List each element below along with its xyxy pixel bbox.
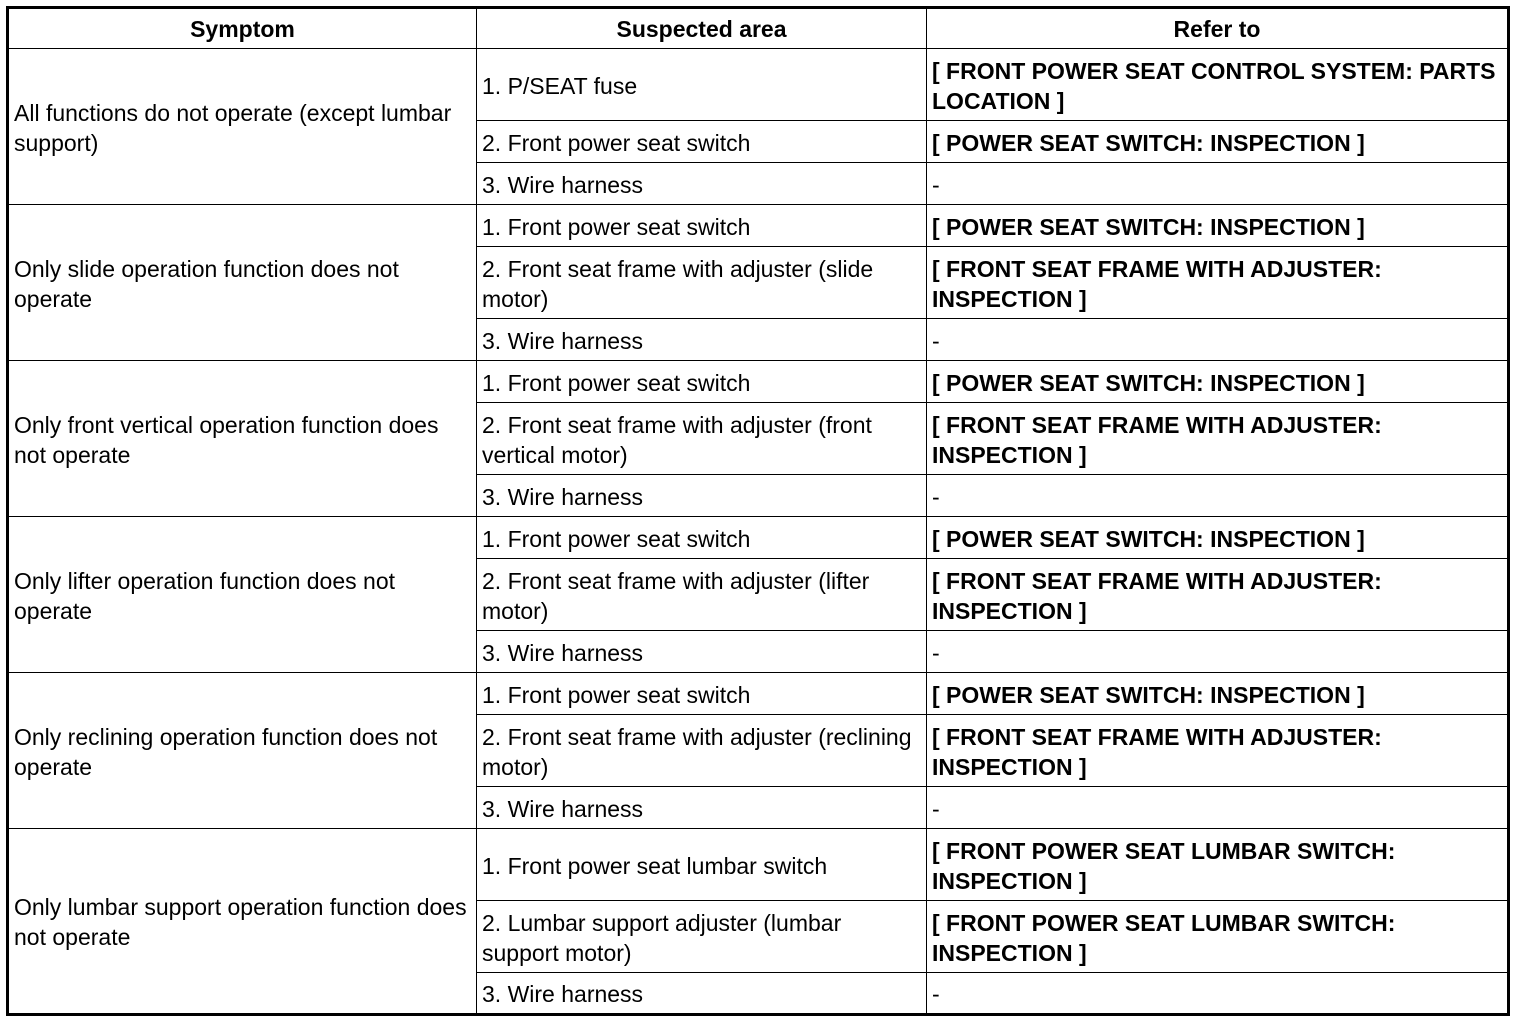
header-refer-to: Refer to: [927, 8, 1509, 49]
refer-to-link[interactable]: [ FRONT POWER SEAT LUMBAR SWITCH: INSPECTION ]: [927, 829, 1509, 901]
suspected-area-cell: 2. Front seat frame with adjuster (lifter motor): [477, 559, 927, 631]
refer-to-link[interactable]: [ FRONT POWER SEAT LUMBAR SWITCH: INSPECTION ]: [927, 901, 1509, 973]
symptom-cell: Only front vertical operation function does not operate: [8, 361, 477, 517]
suspected-area-cell: 3. Wire harness: [477, 631, 927, 673]
suspected-area-cell: 2. Front seat frame with adjuster (front vertical motor): [477, 403, 927, 475]
refer-to-link[interactable]: [ POWER SEAT SWITCH: INSPECTION ]: [927, 121, 1509, 163]
table-row: [8, 361, 1509, 403]
suspected-area-cell: 3. Wire harness: [477, 973, 927, 1015]
symptom-cell: Only reclining operation function does not operate: [8, 673, 477, 829]
refer-to-link[interactable]: [ FRONT SEAT FRAME WITH ADJUSTER: INSPECTION ]: [927, 247, 1509, 319]
refer-to-link[interactable]: [ POWER SEAT SWITCH: INSPECTION ]: [927, 517, 1509, 559]
suspected-area-cell: 1. Front power seat switch: [477, 361, 927, 403]
header-suspected-area: Suspected area: [477, 8, 927, 49]
refer-to-cell: -: [927, 319, 1509, 361]
suspected-area-cell: 2. Lumbar support adjuster (lumbar support motor): [477, 901, 927, 973]
refer-to-link[interactable]: [ POWER SEAT SWITCH: INSPECTION ]: [927, 205, 1509, 247]
suspected-area-cell: 3. Wire harness: [477, 319, 927, 361]
refer-to-cell: -: [927, 973, 1509, 1015]
refer-to-link[interactable]: [ POWER SEAT SWITCH: INSPECTION ]: [927, 361, 1509, 403]
suspected-area-cell: 3. Wire harness: [477, 475, 927, 517]
refer-to-cell: -: [927, 631, 1509, 673]
refer-to-cell: -: [927, 163, 1509, 205]
symptom-cell: Only slide operation function does not operate: [8, 205, 477, 361]
header-symptom: Symptom: [8, 8, 477, 49]
refer-to-cell: -: [927, 787, 1509, 829]
suspected-area-cell: 1. Front power seat lumbar switch: [477, 829, 927, 901]
suspected-area-cell: 1. Front power seat switch: [477, 517, 927, 559]
suspected-area-cell: 3. Wire harness: [477, 787, 927, 829]
suspected-area-cell: 1. Front power seat switch: [477, 673, 927, 715]
symptom-cell: Only lumbar support operation function does not operate: [8, 829, 477, 1015]
suspected-area-cell: 1. Front power seat switch: [477, 205, 927, 247]
table-row: [8, 49, 1509, 121]
diagnosis-table: [6, 6, 1510, 1016]
refer-to-link[interactable]: [ FRONT POWER SEAT CONTROL SYSTEM: PARTS LOCATION ]: [927, 49, 1509, 121]
table-row: [8, 829, 1509, 901]
refer-to-link[interactable]: [ FRONT SEAT FRAME WITH ADJUSTER: INSPECTION ]: [927, 403, 1509, 475]
suspected-area-cell: 3. Wire harness: [477, 163, 927, 205]
table-body: [8, 49, 1509, 1015]
header-row: [8, 8, 1509, 49]
suspected-area-cell: 1. P/SEAT fuse: [477, 49, 927, 121]
suspected-area-cell: 2. Front seat frame with adjuster (reclining motor): [477, 715, 927, 787]
suspected-area-cell: 2. Front seat frame with adjuster (slide motor): [477, 247, 927, 319]
refer-to-link[interactable]: [ FRONT SEAT FRAME WITH ADJUSTER: INSPECTION ]: [927, 559, 1509, 631]
refer-to-link[interactable]: [ POWER SEAT SWITCH: INSPECTION ]: [927, 673, 1509, 715]
suspected-area-cell: 2. Front power seat switch: [477, 121, 927, 163]
table-row: [8, 517, 1509, 559]
refer-to-cell: -: [927, 475, 1509, 517]
symptom-cell: All functions do not operate (except lumbar support): [8, 49, 477, 205]
table-row: [8, 205, 1509, 247]
symptom-cell: Only lifter operation function does not operate: [8, 517, 477, 673]
table-row: [8, 673, 1509, 715]
refer-to-link[interactable]: [ FRONT SEAT FRAME WITH ADJUSTER: INSPECTION ]: [927, 715, 1509, 787]
